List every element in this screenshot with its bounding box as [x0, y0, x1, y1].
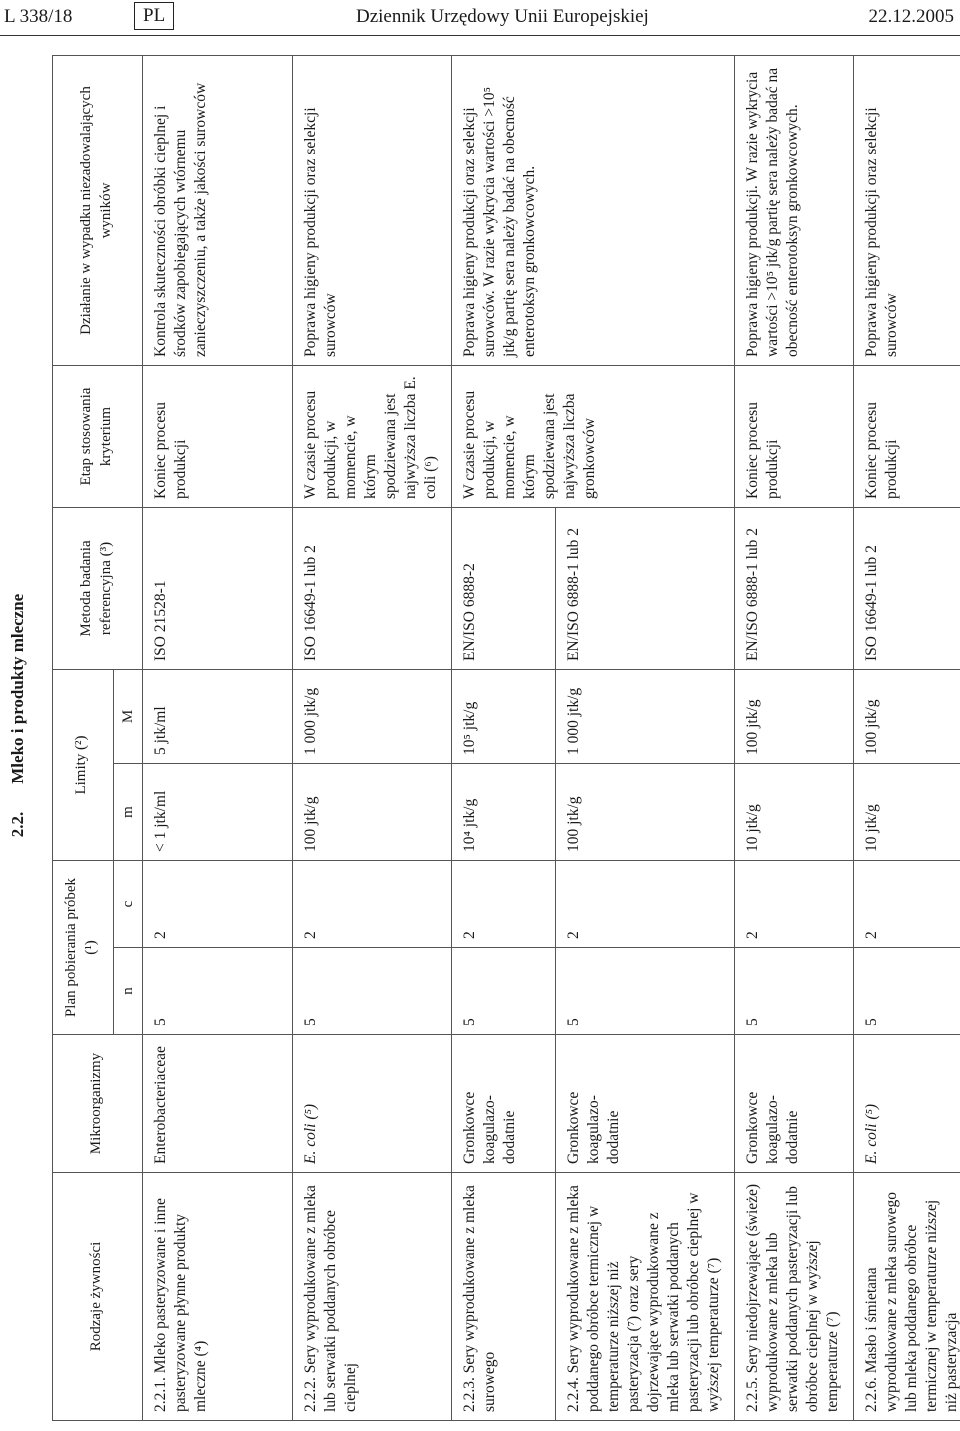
cell-n: 5 — [452, 948, 556, 1035]
cell-stage: Koniec procesu produkcji — [143, 365, 293, 507]
cell-food: 2.2.2. Sery wyprodukowane z mleka lub serwatki poddanych obróbce cieplnej — [293, 1173, 452, 1421]
cell-micro: Gronkowce koagulazo-dodatnie — [452, 1035, 556, 1173]
cell-food: 2.2.4. Sery wyprodukowane z mleka poddanego obróbce termicznej w temperaturze niższej niż pasteryzacja (⁷) oraz sery dojrzewające wyprodukowane z mleka lub serwatki poddanych pasteryzacji lub obróbce cieplnej w wyższej temperaturze (⁷) — [556, 1173, 735, 1421]
criteria-table — [52, 55, 960, 1421]
publication-date: 22.12.2005 — [868, 6, 954, 27]
cell-m-lower: 100 jtk/g — [556, 764, 735, 861]
table-row — [293, 55, 452, 1420]
col-header-stage: Etap stosowania kryterium — [53, 365, 143, 507]
cell-n: 5 — [293, 948, 452, 1035]
cell-method: EN/ISO 6888-2 — [452, 507, 556, 669]
col-header-m-upper: M — [114, 669, 143, 763]
col-header-action: Działanie w wypadku niezadowalających wyników — [53, 55, 143, 365]
cell-food: 2.2.5. Sery niedojrzewające (świeże) wyprodukowane z mleka lub serwatki poddanych pasteryzacji lub obróbce cieplnej w wyższej temperaturze (⁷) — [735, 1173, 854, 1421]
table-row — [735, 55, 854, 1420]
cell-food: 2.2.1. Mleko pasteryzowane i inne pasteryzowane płynne produkty mleczne (⁴) — [143, 1173, 293, 1421]
cell-food: 2.2.3. Sery wyprodukowane z mleka surowego — [452, 1173, 556, 1421]
cell-stage: W czasie procesu produkcji, w momencie, w którym spodziewana jest najwyższa liczba gronkowców — [452, 365, 735, 507]
cell-m-lower: 100 jtk/g — [293, 764, 452, 861]
cell-micro: Gronkowce koagulazo-dodatnie — [556, 1035, 735, 1173]
cell-action: Poprawa higieny produkcji oraz selekcji surowców — [854, 55, 960, 365]
cell-n: 5 — [143, 948, 293, 1035]
cell-m-lower: 10 jtk/g — [735, 764, 854, 861]
cell-micro: Gronkowce koagulazo-dodatnie — [735, 1035, 854, 1173]
cell-stage: Koniec procesu produkcji — [854, 365, 960, 507]
cell-m-lower: < 1 jtk/ml — [143, 764, 293, 861]
cell-m-lower: 10⁴ jtk/g — [452, 764, 556, 861]
cell-m-upper: 10⁵ jtk/g — [452, 669, 556, 763]
cell-method: ISO 21528-1 — [143, 507, 293, 669]
cell-micro: Enterobacteriaceae — [143, 1035, 293, 1173]
cell-method: EN/ISO 6888-1 lub 2 — [556, 507, 735, 669]
col-header-microorganisms: Mikroorganizmy — [53, 1035, 143, 1173]
cell-action: Poprawa higieny produkcji. W razie wykrycia wartości >10⁵ jtk/g partię sera należy badać na obecność enterotoksyn gronkowcowych. — [735, 55, 854, 365]
col-header-sampling-plan: Plan pobierania próbek (¹) — [53, 861, 114, 1035]
cell-method: ISO 16649-1 lub 2 — [854, 507, 960, 669]
table-row — [452, 55, 556, 1420]
cell-method: ISO 16649-1 lub 2 — [293, 507, 452, 669]
cell-c: 2 — [735, 861, 854, 948]
cell-m-upper: 1 000 jtk/g — [556, 669, 735, 763]
cell-action: Poprawa higieny produkcji oraz selekcji surowców — [293, 55, 452, 365]
cell-micro: E. coli (⁵) — [293, 1035, 452, 1173]
cell-stage: Koniec procesu produkcji — [735, 365, 854, 507]
cell-action: Poprawa higieny produkcji oraz selekcji surowców. W razie wykrycia wartości >10⁵ jtk/g partię sera należy badać na obecność enterotoksyn gronkowcowych. — [452, 55, 735, 365]
section-number: 2.2. — [8, 811, 27, 838]
cell-c: 2 — [452, 861, 556, 948]
cell-n: 5 — [735, 948, 854, 1035]
col-header-c: c — [114, 861, 143, 948]
table-row — [143, 55, 293, 1420]
cell-action: Kontrola skuteczności obróbki cieplnej i środków zapobiegających wtórnemu zanieczyszczeniu, a także jakości surowców — [143, 55, 293, 365]
col-header-limits: Limity (²) — [53, 669, 114, 860]
col-header-n: n — [114, 948, 143, 1035]
cell-micro: E. coli (⁵) — [854, 1035, 960, 1173]
section-title-text: Mleko i produkty mleczne — [8, 593, 27, 784]
cell-m-upper: 100 jtk/g — [735, 669, 854, 763]
cell-c: 2 — [293, 861, 452, 948]
journal-title: Dziennik Urzędowy Unii Europejskiej — [356, 6, 649, 27]
table-row — [854, 55, 960, 1420]
cell-m-upper: 5 jtk/ml — [143, 669, 293, 763]
col-header-method: Metoda badania referencyjna (³) — [53, 507, 143, 669]
cell-method: EN/ISO 6888-1 lub 2 — [735, 507, 854, 669]
cell-food: 2.2.6. Masło i śmietana wyprodukowane z mleka surowego lub mleka poddanego obróbce termicznej w temperaturze niższej niż pasteryzacja — [854, 1173, 960, 1421]
section-title — [8, 0, 28, 1431]
col-header-m-lower: m — [114, 764, 143, 861]
col-header-food: Rodzaje żywności — [53, 1173, 143, 1421]
page-reference: L 338/18 — [4, 6, 73, 27]
cell-m-lower: 10 jtk/g — [854, 764, 960, 861]
cell-stage: W czasie procesu produkcji, w momencie, w którym spodziewana jest najwyższa liczba E. coli (⁶) — [293, 365, 452, 507]
cell-n: 5 — [556, 948, 735, 1035]
cell-m-upper: 100 jtk/g — [854, 669, 960, 763]
cell-c: 2 — [143, 861, 293, 948]
cell-n: 5 — [854, 948, 960, 1035]
cell-c: 2 — [854, 861, 960, 948]
language-badge: PL — [134, 2, 174, 30]
cell-c: 2 — [556, 861, 735, 948]
cell-m-upper: 1 000 jtk/g — [293, 669, 452, 763]
